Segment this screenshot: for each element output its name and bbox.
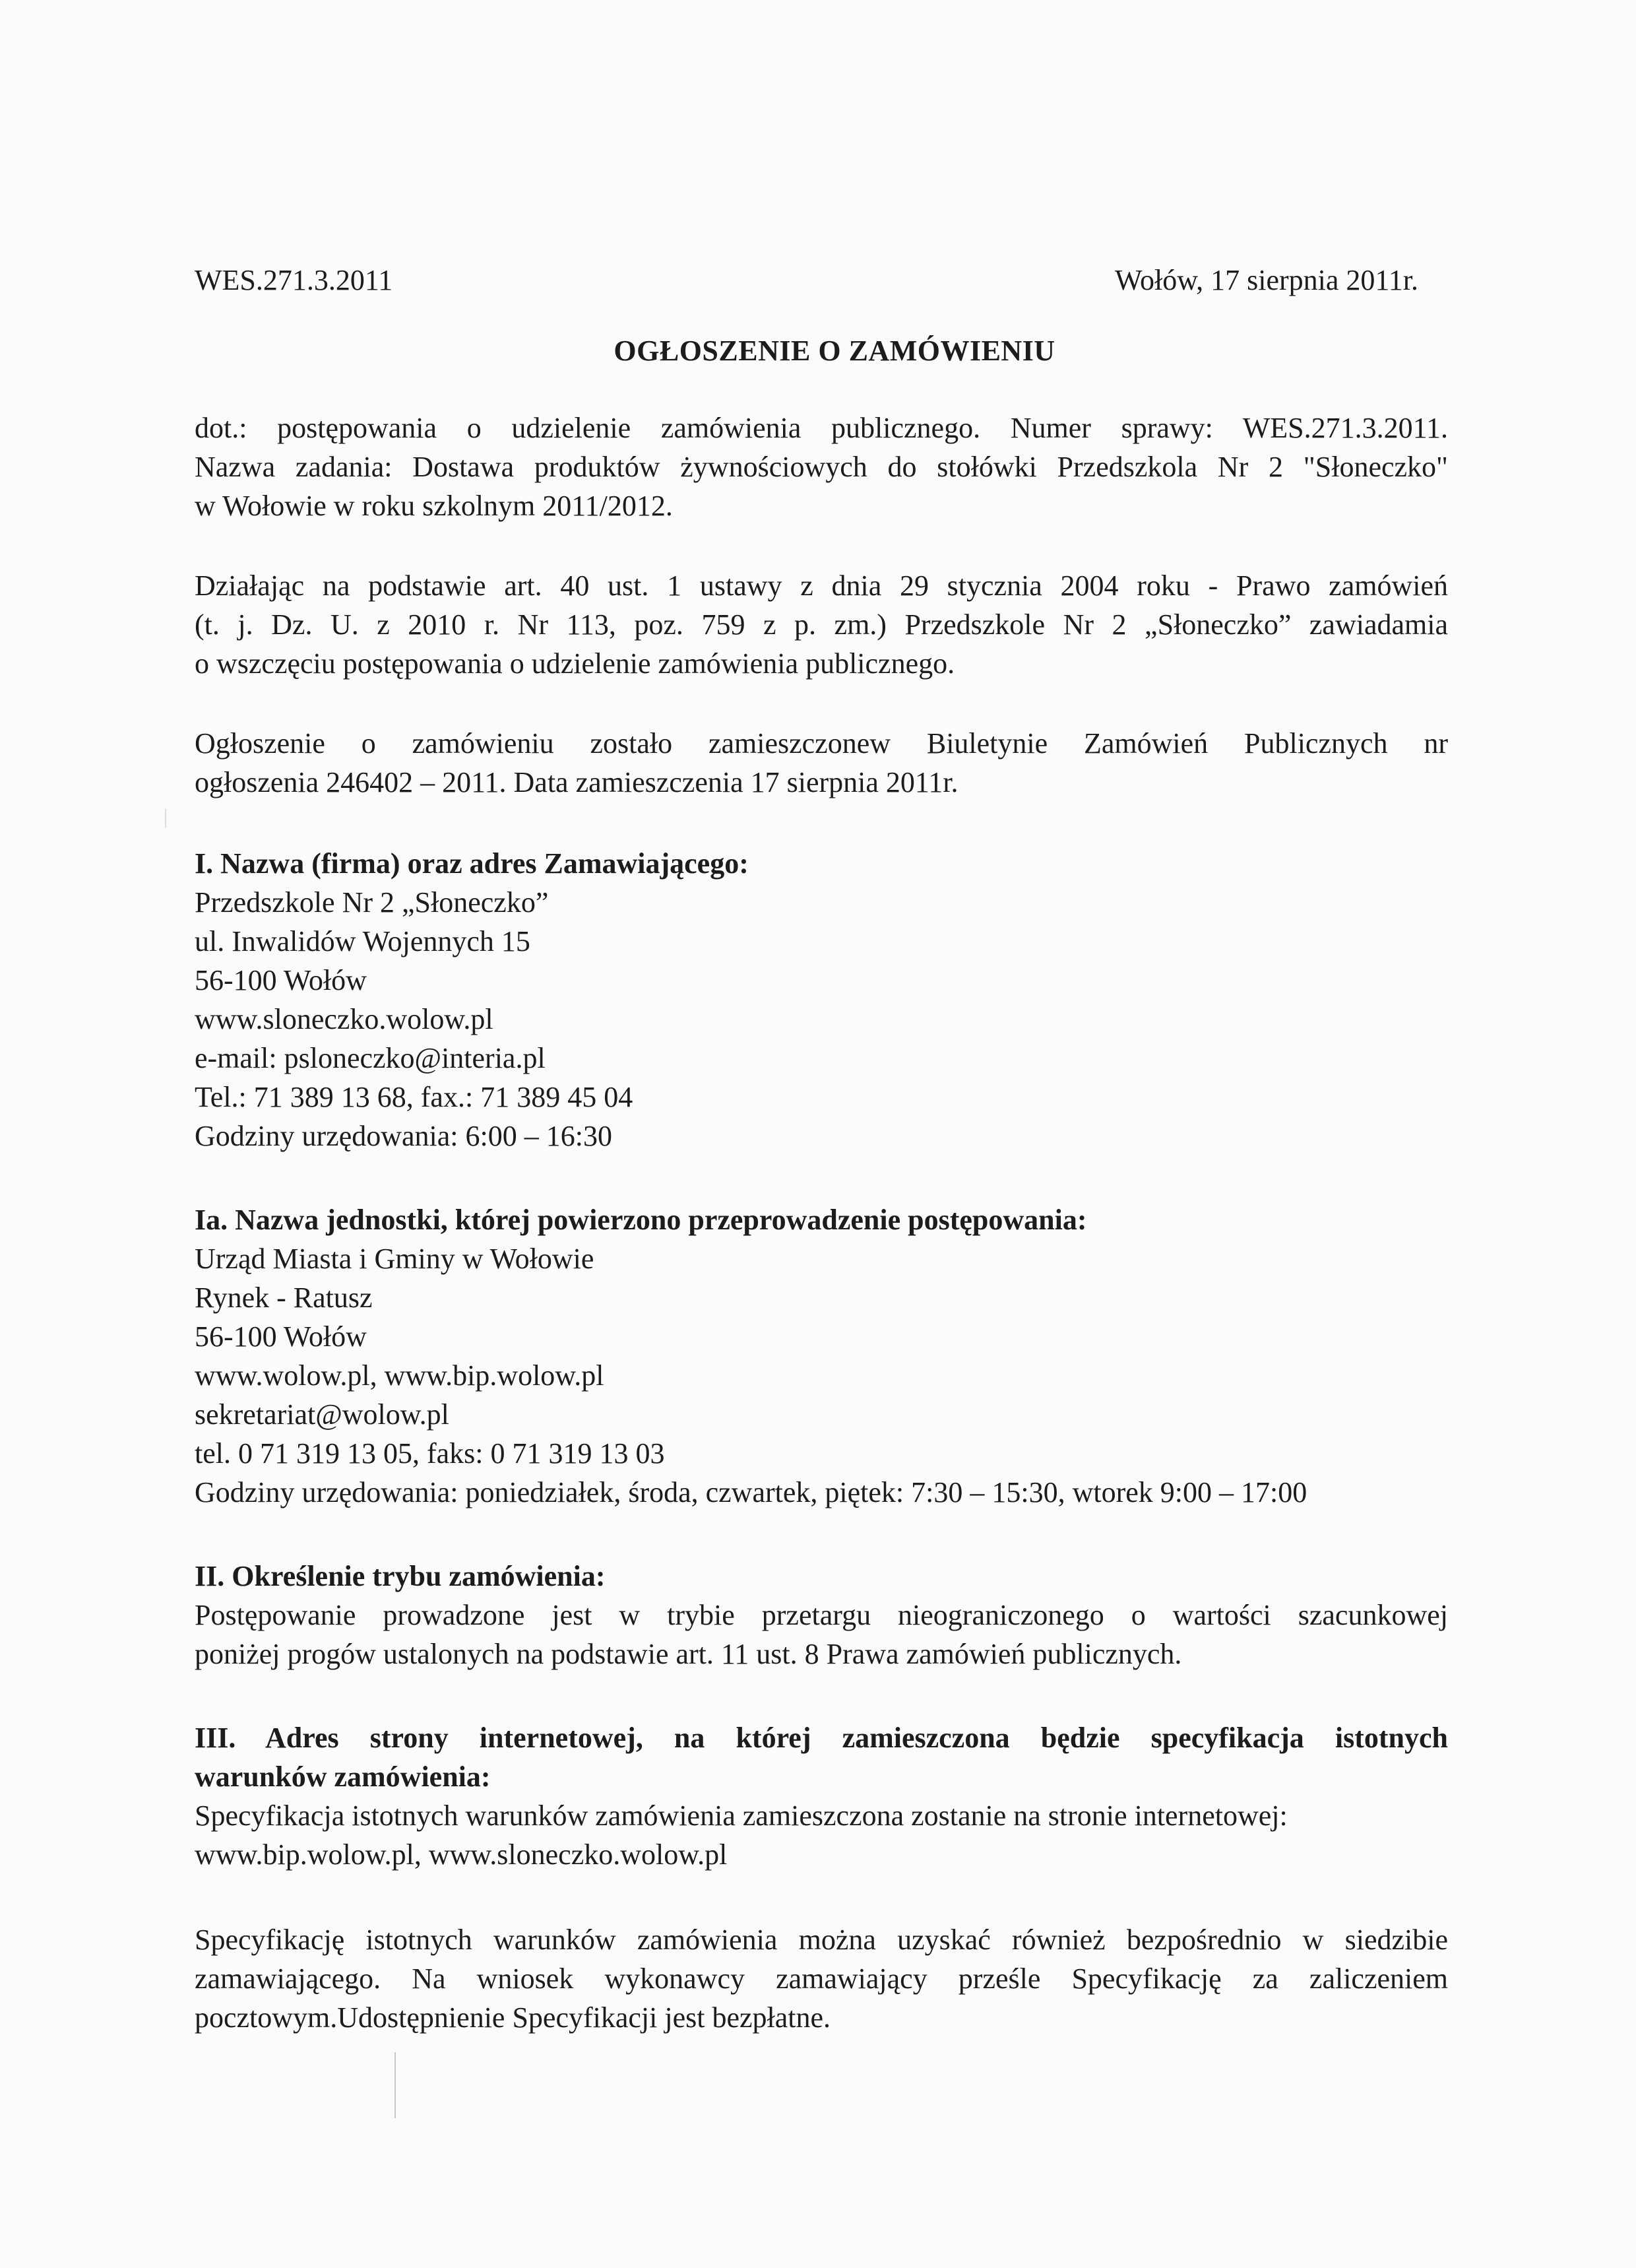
- closing-paragraph: [195, 1920, 1448, 2037]
- section-contracting-authority: [195, 844, 1448, 1155]
- section-heading: III. Adres strony internetowej, na której zamieszczona będzie specyfikacja istotnych: [195, 1722, 1448, 1754]
- legal-basis-line: Działając na podstawie art. 40 ust. 1 ustawy z dnia 29 stycznia 2004 roku - Prawo zamówień: [195, 569, 1448, 602]
- section-conducting-unit: [195, 1200, 1448, 1512]
- section-heading: I. Nazwa (firma) oraz adres Zamawiającego:: [195, 847, 749, 880]
- address-line: ul. Inwalidów Wojennych 15: [195, 925, 530, 957]
- intro-line: w Wołowie w roku szkolnym 2011/2012.: [195, 490, 673, 522]
- website-links-line: www.bip.wolow.pl, www.sloneczko.wolow.pl: [195, 1838, 728, 1871]
- intro-paragraph: [195, 408, 1448, 525]
- address-line: 56-100 Wołów: [195, 1320, 367, 1353]
- website-info-line: Specyfikacja istotnych warunków zamówienia zamieszczona zostanie na stronie internetowej:: [195, 1799, 1288, 1832]
- legal-basis-line: o wszczęciu postępowania o udzielenie zamówienia publicznego.: [195, 647, 955, 680]
- email-line: sekretariat@wolow.pl: [195, 1398, 449, 1431]
- closing-line: pocztowym.Udostępnienie Specyfikacji jest bezpłatne.: [195, 2001, 831, 2034]
- document-title: OGŁOSZENIE O ZAMÓWIENIU: [614, 335, 1055, 367]
- phone-line: Tel.: 71 389 13 68, fax.: 71 389 45 04: [195, 1081, 633, 1113]
- document-header: [195, 261, 1448, 300]
- section-heading-continued: warunków zamówienia:: [195, 1761, 491, 1793]
- place-and-date: Wołów, 17 sierpnia 2011r.: [1114, 264, 1418, 296]
- section-heading: Ia. Nazwa jednostki, której powierzono przeprowadzenie postępowania:: [195, 1204, 1087, 1236]
- scan-artifact-mark: [394, 2052, 396, 2118]
- section-website: [195, 1718, 1448, 1874]
- office-hours-line: Godziny urzędowania: poniedziałek, środa, czwartek, piętek: 7:30 – 15:30, wtorek 9:00 – 17:00: [195, 1476, 1307, 1508]
- section-procedure-mode: [195, 1557, 1448, 1673]
- address-line: Rynek - Ratusz: [195, 1281, 373, 1314]
- reference-number: WES.271.3.2011: [195, 264, 393, 296]
- address-line: Przedszkole Nr 2 „Słoneczko”: [195, 886, 549, 919]
- address-line: Urząd Miasta i Gminy w Wołowie: [195, 1243, 594, 1275]
- procedure-line: poniżej progów ustalonych na podstawie art. 11 ust. 8 Prawa zamówień publicznych.: [195, 1638, 1182, 1670]
- document-page: [195, 261, 1448, 2037]
- address-line: 56-100 Wołów: [195, 964, 367, 996]
- publication-line: ogłoszenia 246402 – 2011. Data zamieszczenia 17 sierpnia 2011r.: [195, 766, 959, 798]
- publication-line: Ogłoszenie o zamówieniu zostało zamieszczonew Biuletynie Zamówień Publicznych nr: [195, 727, 1448, 760]
- closing-line: zamawiającego. Na wniosek wykonawcy zamawiający prześle Specyfikację za zaliczeniem: [195, 1962, 1448, 1995]
- website-line: www.wolow.pl, www.bip.wolow.pl: [195, 1359, 604, 1392]
- scan-artifact-mark: [165, 808, 166, 828]
- procedure-line: Postępowanie prowadzone jest w trybie przetargu nieograniczonego o wartości szacunkowej: [195, 1599, 1448, 1631]
- publication-paragraph: [195, 724, 1448, 802]
- legal-basis-line: (t. j. Dz. U. z 2010 r. Nr 113, poz. 759 z p. zm.) Przedszkole Nr 2 „Słoneczko” zawiadamia: [195, 608, 1448, 641]
- website-line: www.sloneczko.wolow.pl: [195, 1003, 493, 1035]
- office-hours-line: Godziny urzędowania: 6:00 – 16:30: [195, 1120, 612, 1152]
- closing-line: Specyfikację istotnych warunków zamówienia można uzyskać również bezpośrednio w siedzibie: [195, 1924, 1448, 1956]
- section-heading: II. Określenie trybu zamówienia:: [195, 1560, 606, 1592]
- intro-line: Nazwa zadania: Dostawa produktów żywnościowych do stołówki Przedszkola Nr 2 "Słoneczko": [195, 451, 1448, 483]
- phone-line: tel. 0 71 319 13 05, faks: 0 71 319 13 03: [195, 1437, 665, 1470]
- legal-basis-paragraph: [195, 566, 1448, 683]
- intro-line: dot.: postępowania o udzielenie zamówienia publicznego. Numer sprawy: WES.271.3.2011.: [195, 412, 1448, 444]
- email-line: e-mail: psloneczko@interia.pl: [195, 1042, 546, 1074]
